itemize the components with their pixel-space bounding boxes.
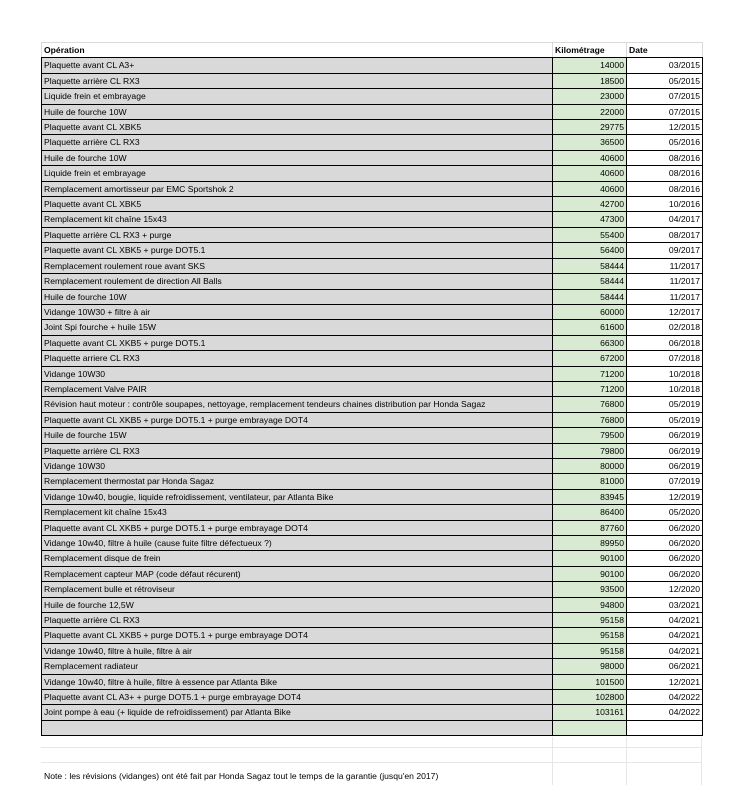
table-row bbox=[42, 227, 703, 242]
kilometrage-cell: 67200 bbox=[553, 351, 627, 366]
kilometrage-cell: 61600 bbox=[553, 320, 627, 335]
table-row bbox=[42, 212, 703, 227]
operation-cell: Huile de fourche 15W bbox=[42, 428, 553, 443]
date-cell: 10/2016 bbox=[627, 197, 703, 212]
operation-cell: Plaquette arrière CL RX3 + purge bbox=[42, 227, 553, 242]
operation-cell: Remplacement kit chaîne 15x43 bbox=[42, 505, 553, 520]
operation-cell: Vidange 10W30 bbox=[42, 458, 553, 473]
kilometrage-cell: 79800 bbox=[553, 443, 627, 458]
table-row bbox=[42, 258, 703, 273]
table-row-empty bbox=[42, 720, 703, 735]
date-cell: 08/2016 bbox=[627, 166, 703, 181]
operation-cell: Plaquette arrière CL RX3 bbox=[42, 613, 553, 628]
date-cell: 03/2021 bbox=[627, 597, 703, 612]
kilometrage-cell: 71200 bbox=[553, 366, 627, 381]
table-row bbox=[42, 366, 703, 381]
operation-cell: Joint pompe à eau (+ liquide de refroidissement) par Atlanta Bike bbox=[42, 705, 553, 720]
table-row bbox=[42, 674, 703, 689]
kilometrage-cell: 90100 bbox=[553, 551, 627, 566]
date-cell: 06/2020 bbox=[627, 536, 703, 551]
date-cell: 08/2017 bbox=[627, 227, 703, 242]
kilometrage-cell: 56400 bbox=[553, 243, 627, 258]
operation-cell: Remplacement amortisseur par EMC Sportshok 2 bbox=[42, 181, 553, 196]
kilometrage-cell: 60000 bbox=[553, 304, 627, 319]
date-cell: 04/2021 bbox=[627, 643, 703, 658]
table-row bbox=[42, 150, 703, 165]
kilometrage-cell: 103161 bbox=[553, 705, 627, 720]
operation-cell: Plaquette arrière CL RX3 bbox=[42, 135, 553, 150]
grid-column-line bbox=[701, 737, 702, 785]
operation-cell: Remplacement roulement roue avant SKS bbox=[42, 258, 553, 273]
operation-cell: Joint Spi fourche + huile 15W bbox=[42, 320, 553, 335]
operation-cell: Remplacement capteur MAP (code défaut récurent) bbox=[42, 566, 553, 581]
date-cell: 05/2019 bbox=[627, 412, 703, 427]
kilometrage-cell: 80000 bbox=[553, 458, 627, 473]
table-row bbox=[42, 289, 703, 304]
table-row bbox=[42, 335, 703, 350]
kilometrage-cell: 95158 bbox=[553, 643, 627, 658]
kilometrage-cell: 29775 bbox=[553, 120, 627, 135]
table-row bbox=[42, 597, 703, 612]
table-row bbox=[42, 536, 703, 551]
date-cell: 12/2020 bbox=[627, 582, 703, 597]
operation-cell: Révision haut moteur : contrôle soupapes, nettoyage, remplacement tendeurs chaines distribution par Honda Sagaz bbox=[42, 397, 553, 412]
grid-line bbox=[41, 747, 702, 748]
kilometrage-cell: 18500 bbox=[553, 73, 627, 88]
operation-cell: Remplacement thermostat par Honda Sagaz bbox=[42, 474, 553, 489]
date-cell: 04/2017 bbox=[627, 212, 703, 227]
date-cell: 12/2021 bbox=[627, 674, 703, 689]
operation-cell: Plaquette avant CL XKB5 + purge DOT5.1 + purge embrayage DOT4 bbox=[42, 520, 553, 535]
date-cell: 05/2019 bbox=[627, 397, 703, 412]
table-row bbox=[42, 197, 703, 212]
table-row bbox=[42, 89, 703, 104]
kilometrage-cell: 101500 bbox=[553, 674, 627, 689]
date-cell: 11/2017 bbox=[627, 289, 703, 304]
table-row bbox=[42, 304, 703, 319]
header-kilometrage: Kilométrage bbox=[553, 43, 627, 58]
table-row bbox=[42, 166, 703, 181]
date-cell: 07/2015 bbox=[627, 89, 703, 104]
table-row bbox=[42, 120, 703, 135]
operation-cell: Vidange 10w40, bougie, liquide refroidissement, ventilateur, par Atlanta Bike bbox=[42, 489, 553, 504]
kilometrage-cell: 58444 bbox=[553, 274, 627, 289]
empty-cell bbox=[627, 720, 703, 735]
date-cell: 06/2019 bbox=[627, 428, 703, 443]
table-row bbox=[42, 643, 703, 658]
grid-line bbox=[41, 762, 702, 763]
table-row bbox=[42, 551, 703, 566]
date-cell: 07/2018 bbox=[627, 351, 703, 366]
operation-cell: Remplacement disque de frein bbox=[42, 551, 553, 566]
date-cell: 06/2020 bbox=[627, 566, 703, 581]
operation-cell: Plaquette arrière CL RX3 bbox=[42, 73, 553, 88]
operation-cell: Vidange 10W30 bbox=[42, 366, 553, 381]
table-row bbox=[42, 566, 703, 581]
table-row bbox=[42, 520, 703, 535]
operation-cell: Plaquette avant CL A3+ + purge DOT5.1 + purge embrayage DOT4 bbox=[42, 690, 553, 705]
date-cell: 12/2015 bbox=[627, 120, 703, 135]
kilometrage-cell: 14000 bbox=[553, 58, 627, 73]
kilometrage-cell: 95158 bbox=[553, 613, 627, 628]
date-cell: 03/2015 bbox=[627, 58, 703, 73]
table-row bbox=[42, 690, 703, 705]
operation-cell: Remplacement bulle et rétroviseur bbox=[42, 582, 553, 597]
table-row bbox=[42, 458, 703, 473]
empty-cell bbox=[553, 720, 627, 735]
operation-cell: Huile de fourche 10W bbox=[42, 289, 553, 304]
date-cell: 06/2021 bbox=[627, 659, 703, 674]
kilometrage-cell: 89950 bbox=[553, 536, 627, 551]
date-cell: 04/2021 bbox=[627, 613, 703, 628]
kilometrage-cell: 58444 bbox=[553, 289, 627, 304]
date-cell: 12/2019 bbox=[627, 489, 703, 504]
operation-cell: Plaquette avant CL XKB5 + purge DOT5.1 + purge embrayage DOT4 bbox=[42, 628, 553, 643]
table-row bbox=[42, 474, 703, 489]
maintenance-table bbox=[41, 42, 703, 736]
kilometrage-cell: 40600 bbox=[553, 166, 627, 181]
kilometrage-cell: 76800 bbox=[553, 412, 627, 427]
operation-cell: Vidange 10w40, filtre à huile, filtre à air bbox=[42, 643, 553, 658]
operation-cell: Plaquette avant CL XBK5 bbox=[42, 197, 553, 212]
kilometrage-cell: 23000 bbox=[553, 89, 627, 104]
table-row bbox=[42, 412, 703, 427]
operation-cell: Plaquette avant CL A3+ bbox=[42, 58, 553, 73]
kilometrage-cell: 90100 bbox=[553, 566, 627, 581]
date-cell: 10/2018 bbox=[627, 366, 703, 381]
table-row bbox=[42, 397, 703, 412]
date-cell: 05/2015 bbox=[627, 73, 703, 88]
operation-cell: Plaquette avant CL XKB5 + purge DOT5.1 bbox=[42, 335, 553, 350]
kilometrage-cell: 93500 bbox=[553, 582, 627, 597]
table-row bbox=[42, 58, 703, 73]
table-row bbox=[42, 73, 703, 88]
operation-cell: Plaquette avant CL XKB5 + purge DOT5.1 + purge embrayage DOT4 bbox=[42, 412, 553, 427]
date-cell: 11/2017 bbox=[627, 274, 703, 289]
table-row bbox=[42, 613, 703, 628]
date-cell: 06/2020 bbox=[627, 520, 703, 535]
table-row bbox=[42, 489, 703, 504]
table-row bbox=[42, 351, 703, 366]
table-row bbox=[42, 320, 703, 335]
kilometrage-cell: 66300 bbox=[553, 335, 627, 350]
date-cell: 11/2017 bbox=[627, 258, 703, 273]
operation-cell: Vidange 10w40, filtre à huile, filtre à essence par Atlanta Bike bbox=[42, 674, 553, 689]
date-cell: 04/2022 bbox=[627, 705, 703, 720]
kilometrage-cell: 98000 bbox=[553, 659, 627, 674]
kilometrage-cell: 36500 bbox=[553, 135, 627, 150]
empty-cell bbox=[42, 720, 553, 735]
header-date: Date bbox=[627, 43, 703, 58]
operation-cell: Huile de fourche 10W bbox=[42, 104, 553, 119]
kilometrage-cell: 83945 bbox=[553, 489, 627, 504]
kilometrage-cell: 40600 bbox=[553, 181, 627, 196]
kilometrage-cell: 22000 bbox=[553, 104, 627, 119]
header-row bbox=[42, 43, 703, 58]
operation-cell: Plaquette avant CL XBK5 bbox=[42, 120, 553, 135]
date-cell: 04/2022 bbox=[627, 690, 703, 705]
kilometrage-cell: 58444 bbox=[553, 258, 627, 273]
grid-column-line bbox=[552, 737, 553, 785]
date-cell: 08/2016 bbox=[627, 150, 703, 165]
kilometrage-cell: 47300 bbox=[553, 212, 627, 227]
table-row bbox=[42, 243, 703, 258]
kilometrage-cell: 40600 bbox=[553, 150, 627, 165]
kilometrage-cell: 81000 bbox=[553, 474, 627, 489]
operation-cell: Plaquette arriere CL RX3 bbox=[42, 351, 553, 366]
table-row bbox=[42, 428, 703, 443]
operation-cell: Remplacement roulement de direction All Balls bbox=[42, 274, 553, 289]
date-cell: 09/2017 bbox=[627, 243, 703, 258]
date-cell: 06/2019 bbox=[627, 443, 703, 458]
kilometrage-cell: 55400 bbox=[553, 227, 627, 242]
table-row bbox=[42, 659, 703, 674]
operation-cell: Liquide frein et embrayage bbox=[42, 89, 553, 104]
empty-grid-lines bbox=[41, 737, 702, 763]
date-cell: 08/2016 bbox=[627, 181, 703, 196]
footnote: Note : les révisions (vidanges) ont été fait par Honda Sagaz tout le temps de la garantie (jusqu'en 2017) bbox=[44, 771, 439, 781]
table-row bbox=[42, 104, 703, 119]
operation-cell: Remplacement kit chaîne 15x43 bbox=[42, 212, 553, 227]
date-cell: 05/2020 bbox=[627, 505, 703, 520]
date-cell: 07/2015 bbox=[627, 104, 703, 119]
kilometrage-cell: 71200 bbox=[553, 381, 627, 396]
operation-cell: Huile de fourche 10W bbox=[42, 150, 553, 165]
header-operation: Opération bbox=[42, 43, 553, 58]
kilometrage-cell: 94800 bbox=[553, 597, 627, 612]
kilometrage-cell: 76800 bbox=[553, 397, 627, 412]
kilometrage-cell: 86400 bbox=[553, 505, 627, 520]
operation-cell: Remplacement radiateur bbox=[42, 659, 553, 674]
kilometrage-cell: 87760 bbox=[553, 520, 627, 535]
operation-cell: Huile de fourche 12,5W bbox=[42, 597, 553, 612]
operation-cell: Liquide frein et embrayage bbox=[42, 166, 553, 181]
operation-cell: Remplacement Valve PAIR bbox=[42, 381, 553, 396]
operation-cell: Plaquette avant CL XBK5 + purge DOT5.1 bbox=[42, 243, 553, 258]
table-body bbox=[42, 58, 703, 736]
date-cell: 07/2019 bbox=[627, 474, 703, 489]
kilometrage-cell: 95158 bbox=[553, 628, 627, 643]
operation-cell: Vidange 10W30 + filtre à air bbox=[42, 304, 553, 319]
date-cell: 06/2018 bbox=[627, 335, 703, 350]
table-row bbox=[42, 274, 703, 289]
table-row bbox=[42, 381, 703, 396]
table-row bbox=[42, 443, 703, 458]
date-cell: 06/2020 bbox=[627, 551, 703, 566]
date-cell: 06/2019 bbox=[627, 458, 703, 473]
table-row bbox=[42, 181, 703, 196]
date-cell: 02/2018 bbox=[627, 320, 703, 335]
kilometrage-cell: 102800 bbox=[553, 690, 627, 705]
table-row bbox=[42, 135, 703, 150]
table-row bbox=[42, 705, 703, 720]
kilometrage-cell: 42700 bbox=[553, 197, 627, 212]
maintenance-log-sheet bbox=[41, 42, 701, 736]
operation-cell: Plaquette arrière CL RX3 bbox=[42, 443, 553, 458]
table-row bbox=[42, 628, 703, 643]
date-cell: 10/2018 bbox=[627, 381, 703, 396]
table-row bbox=[42, 582, 703, 597]
date-cell: 04/2021 bbox=[627, 628, 703, 643]
table-row bbox=[42, 505, 703, 520]
grid-column-line bbox=[626, 737, 627, 785]
date-cell: 05/2016 bbox=[627, 135, 703, 150]
date-cell: 12/2017 bbox=[627, 304, 703, 319]
kilometrage-cell: 79500 bbox=[553, 428, 627, 443]
operation-cell: Vidange 10w40, filtre à huile (cause fuite filtre défectueux ?) bbox=[42, 536, 553, 551]
